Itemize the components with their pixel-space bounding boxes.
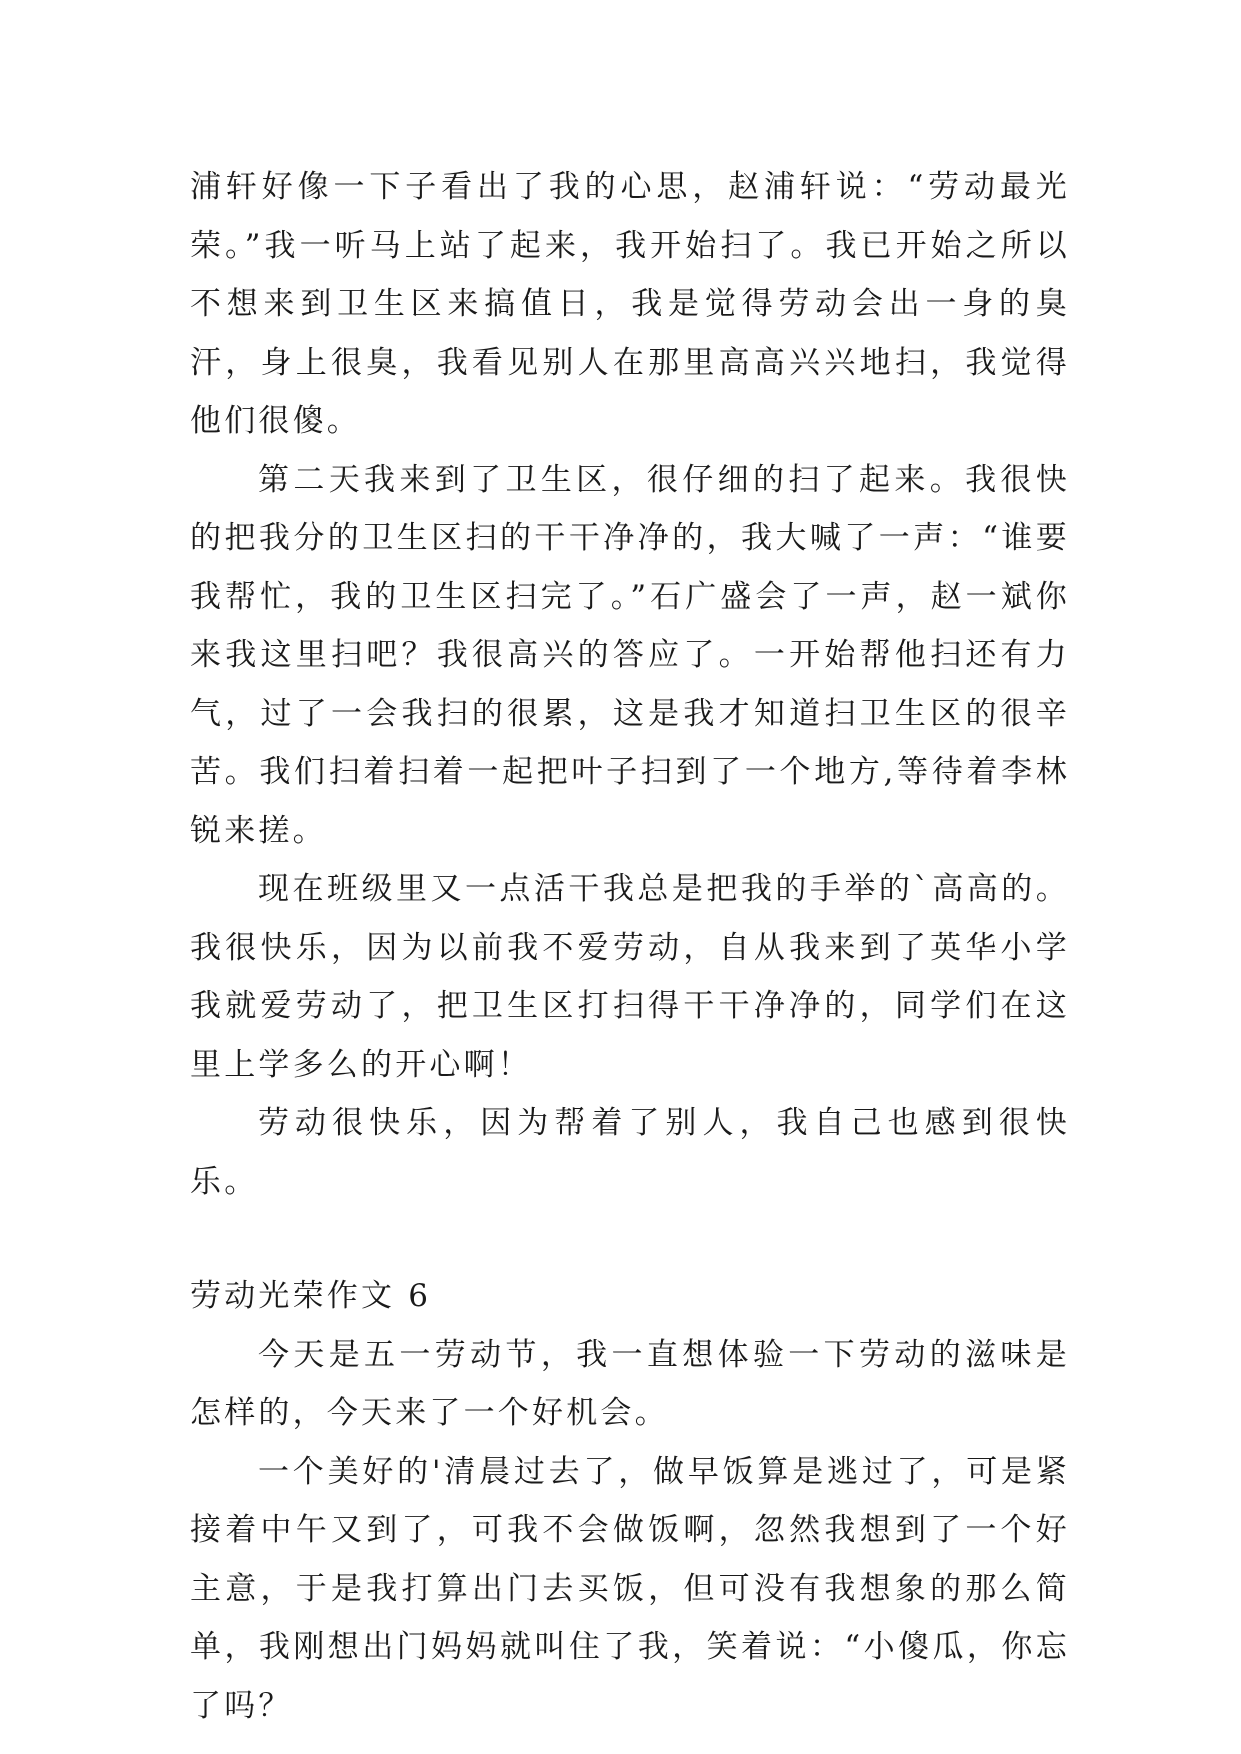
paragraph: 今天是五一劳动节，我一直想体验一下劳动的滋味是怎样的，今天来了一个好机会。 bbox=[190, 1336, 1070, 1431]
document-page bbox=[190, 158, 1070, 1735]
paragraph: 第二天我来到了卫生区，很仔细的扫了起来。我很快的把我分的卫生区扫的干干净净的，我大喊了一声：“谁要我帮忙，我的卫生区扫完了。”石广盛会了一声，赵一斌你来我这里扫吧？我很高兴的答应了。一开始帮他扫还有力气，过了一会我扫的很累，这是我才知道扫卫生区的很辛苦。我们扫着扫着一起把叶子扫到了一个地方,等待着李林锐来搓。 bbox=[190, 461, 1070, 849]
paragraph: 浦轩好像一下子看出了我的心思，赵浦轩说：“劳动最光荣。”我一听马上站了起来，我开始扫了。我已开始之所以不想来到卫生区来搞值日，我是觉得劳动会出一身的臭汗，身上很臭，我看见别人在那里高高兴兴地扫，我觉得他们很傻。 bbox=[190, 169, 1070, 439]
essay-title: 劳动光荣作文 6 bbox=[190, 1278, 432, 1314]
paragraph: 劳动很快乐，因为帮着了别人，我自己也感到很快乐。 bbox=[190, 1105, 1070, 1200]
paragraph: 现在班级里又一点活干我总是把我的手举的`高高的。我很快乐，因为以前我不爱劳动，自从我来到了英华小学我就爱劳动了，把卫生区打扫得干干净净的，同学们在这里上学多么的开心啊！ bbox=[190, 871, 1070, 1083]
paragraph: 一个美好的'清晨过去了，做早饭算是逃过了，可是紧接着中午又到了，可我不会做饭啊，忽然我想到了一个好主意，于是我打算出门去买饭，但可没有我想象的那么简单，我刚想出门妈妈就叫住了我，笑着说：“小傻瓜，你忘了吗？ bbox=[190, 1453, 1070, 1724]
essay-section-continued bbox=[190, 158, 1070, 1211]
essay-section-6 bbox=[190, 1267, 1070, 1735]
